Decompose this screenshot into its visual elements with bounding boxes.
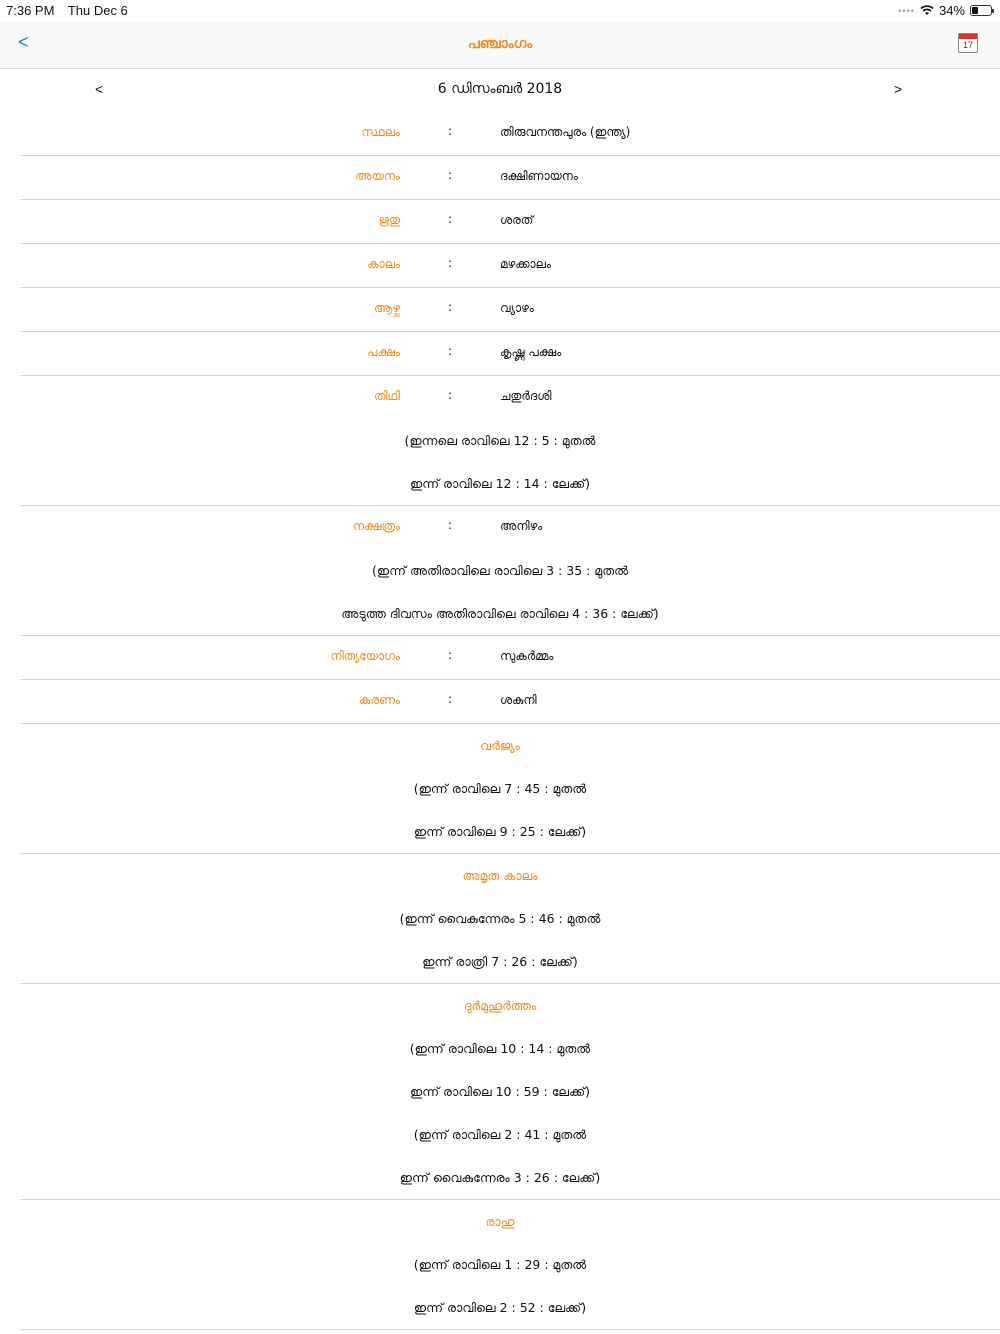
time-range-line: അടുത്ത ദിവസം അതിരാവിലെ രാവിലെ 4 : 36 : ലേക്ക്)	[341, 606, 659, 621]
date-navigator	[0, 72, 1000, 108]
detail-key: നിത്യയോഗം	[330, 649, 400, 663]
detail-row	[20, 376, 1000, 419]
detail-value: തിരുവനന്തപുരം (ഇന്ത്യ)	[500, 125, 631, 139]
detail-value: ചതുർദശി	[500, 389, 552, 403]
amrita-kalam-section	[20, 854, 1000, 984]
section-title: വർജ്യം	[480, 738, 520, 753]
calendar-icon[interactable]	[958, 33, 978, 53]
detail-row	[20, 112, 1000, 156]
time-range-line: (ഇന്ന് രാവിലെ 2 : 41 : മുതൽ	[413, 1127, 587, 1142]
detail-row	[20, 680, 1000, 724]
detail-value: മഴക്കാലം	[500, 257, 551, 271]
section-title: ദുർമുഹൂർത്തം	[463, 998, 537, 1013]
time-range-line: (ഇന്ന് വൈകുന്നേരം 5 : 46 : മുതൽ	[399, 911, 601, 926]
status-date: Thu Dec 6	[67, 3, 128, 18]
status-bar	[0, 0, 1000, 22]
detail-row	[20, 332, 1000, 376]
durmuhurtham-section	[20, 984, 1000, 1200]
time-range-line: (ഇന്ന് രാവിലെ 7 : 45 : മുതൽ	[413, 781, 587, 796]
detail-value: ശരത്	[500, 213, 534, 227]
back-button[interactable]: <	[18, 32, 29, 52]
section-title: അമൃത കാലം	[462, 868, 538, 883]
rahu-section	[20, 1200, 1000, 1330]
detail-separator: :	[448, 212, 453, 226]
detail-value: സുകർമ്മം	[500, 649, 554, 663]
navigation-bar	[0, 22, 1000, 69]
detail-row	[20, 156, 1000, 200]
detail-key: നക്ഷത്രം	[352, 519, 400, 533]
previous-day-button[interactable]: <	[95, 81, 104, 97]
detail-separator: :	[448, 256, 453, 270]
panchangam-list	[0, 112, 1000, 1330]
detail-separator: :	[448, 518, 453, 532]
detail-separator: :	[448, 648, 453, 662]
detail-separator: :	[448, 300, 453, 314]
nakshatra-section	[20, 506, 1000, 636]
detail-key: കാലം	[367, 257, 400, 271]
detail-key: കരണം	[359, 693, 400, 707]
signal-icon: ••••	[898, 5, 915, 16]
detail-separator: :	[448, 388, 453, 402]
detail-value: അനിഴം	[500, 519, 543, 533]
detail-key: ആഴ്ച	[374, 301, 400, 315]
time-range-line: ഇന്ന് രാവിലെ 9 : 25 : ലേക്ക്)	[413, 824, 587, 839]
wifi-icon	[920, 5, 934, 16]
detail-row	[20, 636, 1000, 680]
time-range-line: ഇന്ന് രാവിലെ 2 : 52 : ലേക്ക്)	[413, 1300, 587, 1315]
detail-row	[20, 506, 1000, 549]
detail-row	[20, 200, 1000, 244]
detail-row	[20, 288, 1000, 332]
battery-percent: 34%	[938, 3, 965, 18]
page-title: പഞ്ചാംഗം	[467, 36, 533, 52]
next-day-button[interactable]: >	[894, 81, 903, 97]
thithi-section	[20, 376, 1000, 506]
detail-key: സ്ഥലം	[361, 125, 400, 139]
detail-key: ഋതു	[378, 213, 400, 227]
detail-row	[20, 244, 1000, 288]
calendar-icon-day: 17	[962, 40, 973, 50]
calendar-icon-header	[959, 34, 977, 39]
detail-separator: :	[448, 124, 453, 138]
detail-value: കൃഷ്ണ പക്ഷം	[500, 345, 562, 359]
time-range-line: (ഇന്ന് അതിരാവിലെ രാവിലെ 3 : 35 : മുതൽ	[371, 563, 629, 578]
detail-key: പക്ഷം	[367, 345, 400, 359]
time-range-line: ഇന്ന് വൈകുന്നേരം 3 : 26 : ലേക്ക്)	[399, 1170, 601, 1185]
time-range-line: ഇന്ന് രാവിലെ 10 : 59 : ലേക്ക്)	[409, 1084, 591, 1099]
detail-value: ശകുനി	[500, 693, 537, 707]
current-date: 6 ഡിസംബർ 2018	[437, 81, 563, 97]
detail-value: ദക്ഷിണായനം	[500, 169, 578, 183]
detail-separator: :	[448, 692, 453, 706]
battery-level	[972, 7, 978, 14]
time-range-line: ഇന്ന് രാവിലെ 12 : 14 : ലേക്ക്)	[409, 476, 591, 491]
detail-key: അയനം	[355, 169, 400, 183]
detail-key: തിഥി	[373, 389, 400, 403]
detail-value: വ്യാഴം	[500, 301, 534, 315]
time-range-line: (ഇന്നലെ രാവിലെ 12 : 5 : മുതൽ	[404, 433, 596, 448]
varjyam-section	[20, 724, 1000, 854]
status-time: 7:36 PM	[6, 3, 55, 18]
time-range-line: (ഇന്ന് രാവിലെ 1 : 29 : മുതൽ	[413, 1257, 587, 1272]
time-range-line: ഇന്ന് രാത്രി 7 : 26 : ലേക്ക്)	[422, 954, 578, 969]
detail-separator: :	[448, 344, 453, 358]
section-title: രാഹു	[485, 1214, 515, 1229]
battery-icon	[970, 5, 992, 16]
time-range-line: (ഇന്ന് രാവിലെ 10 : 14 : മുതൽ	[409, 1041, 591, 1056]
detail-separator: :	[448, 168, 453, 182]
